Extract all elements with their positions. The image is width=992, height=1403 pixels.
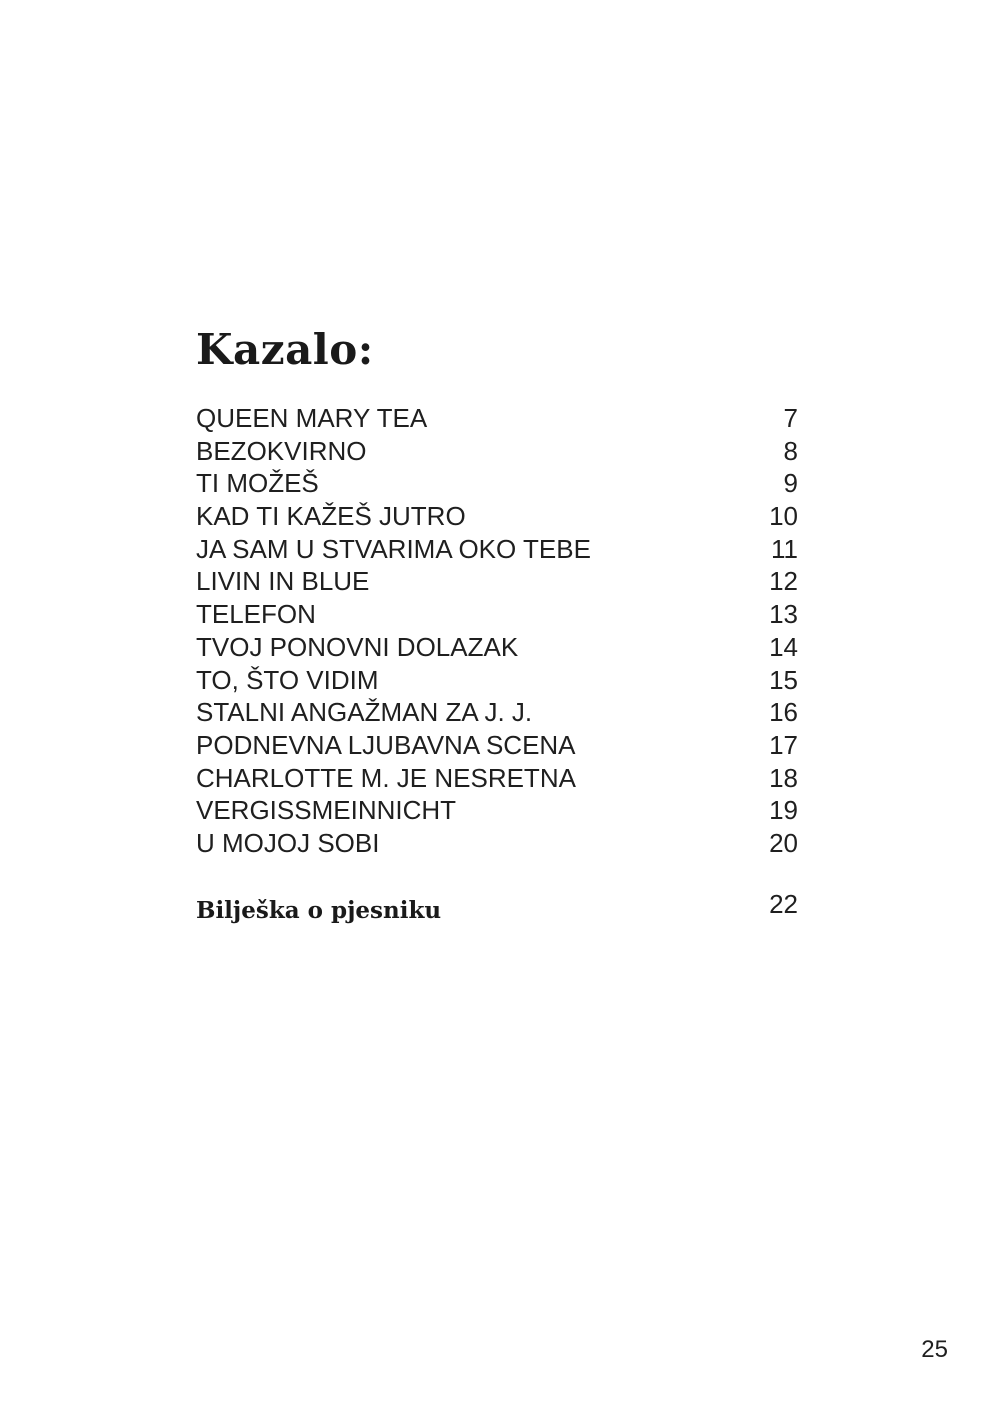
toc-entry-title: VERGISSMEINNICHT	[196, 795, 457, 826]
toc-entry-page: 19	[769, 795, 798, 826]
toc-entry-title: TO, ŠTO VIDIM	[196, 664, 379, 695]
toc-entry-title: JA SAM U STVARIMA OKO TEBE	[196, 533, 591, 564]
toc-entry	[196, 467, 798, 500]
toc-entry	[196, 762, 798, 795]
toc-entry	[196, 729, 798, 762]
toc-entry	[196, 565, 798, 598]
toc-entry-page: 14	[769, 631, 798, 662]
table-of-contents	[196, 402, 798, 860]
toc-entry-poet-note	[196, 889, 798, 930]
toc-entry-page: 12	[769, 566, 798, 597]
toc-entry-title: KAD TI KAŽEŠ JUTRO	[196, 501, 466, 532]
toc-entry	[196, 533, 798, 566]
toc-entry-title: Bilješka o pjesniku	[196, 897, 442, 924]
toc-entry-page: 13	[769, 599, 798, 630]
toc-entry-page: 7	[783, 403, 798, 433]
toc-entry	[196, 500, 798, 533]
toc-entry-page: 22	[769, 889, 798, 919]
toc-entry-title: TELEFON	[196, 599, 316, 630]
toc-entry	[196, 402, 798, 435]
toc-entry-title: LIVIN IN BLUE	[196, 566, 370, 597]
toc-entry	[196, 435, 798, 468]
toc-entry	[196, 631, 798, 664]
toc-entry-title: BEZOKVIRNO	[196, 435, 367, 466]
toc-entry-title: TI MOŽEŠ	[196, 468, 319, 499]
toc-entry	[196, 664, 798, 697]
toc-entry-title: CHARLOTTE M. JE NESRETNA	[196, 762, 576, 793]
toc-entry-page: 15	[769, 664, 798, 695]
toc-entry-page: 17	[769, 729, 798, 760]
toc-entry-page: 9	[783, 468, 798, 499]
toc-entry-page: 20	[769, 827, 798, 858]
toc-entry-page: 10	[769, 501, 798, 532]
toc-entry-page: 18	[769, 762, 798, 793]
toc-entry-page: 11	[771, 533, 798, 564]
toc-entry-page: 8	[783, 435, 798, 466]
page-number: 25	[921, 1336, 948, 1363]
toc-entry-title: U MOJOJ SOBI	[196, 827, 380, 858]
toc-entry-title: QUEEN MARY TEA	[196, 403, 428, 433]
toc-entry	[196, 598, 798, 631]
toc-entry	[196, 696, 798, 729]
toc-entry-title: STALNI ANGAŽMAN ZA J. J.	[196, 697, 533, 728]
toc-entry	[196, 827, 798, 860]
toc-entry	[196, 794, 798, 827]
page-title: Kazalo:	[196, 325, 374, 374]
toc-entry-page: 16	[769, 697, 798, 728]
toc-entry-title: PODNEVNA LJUBAVNA SCENA	[196, 729, 576, 760]
toc-entry-title: TVOJ PONOVNI DOLAZAK	[196, 631, 519, 662]
